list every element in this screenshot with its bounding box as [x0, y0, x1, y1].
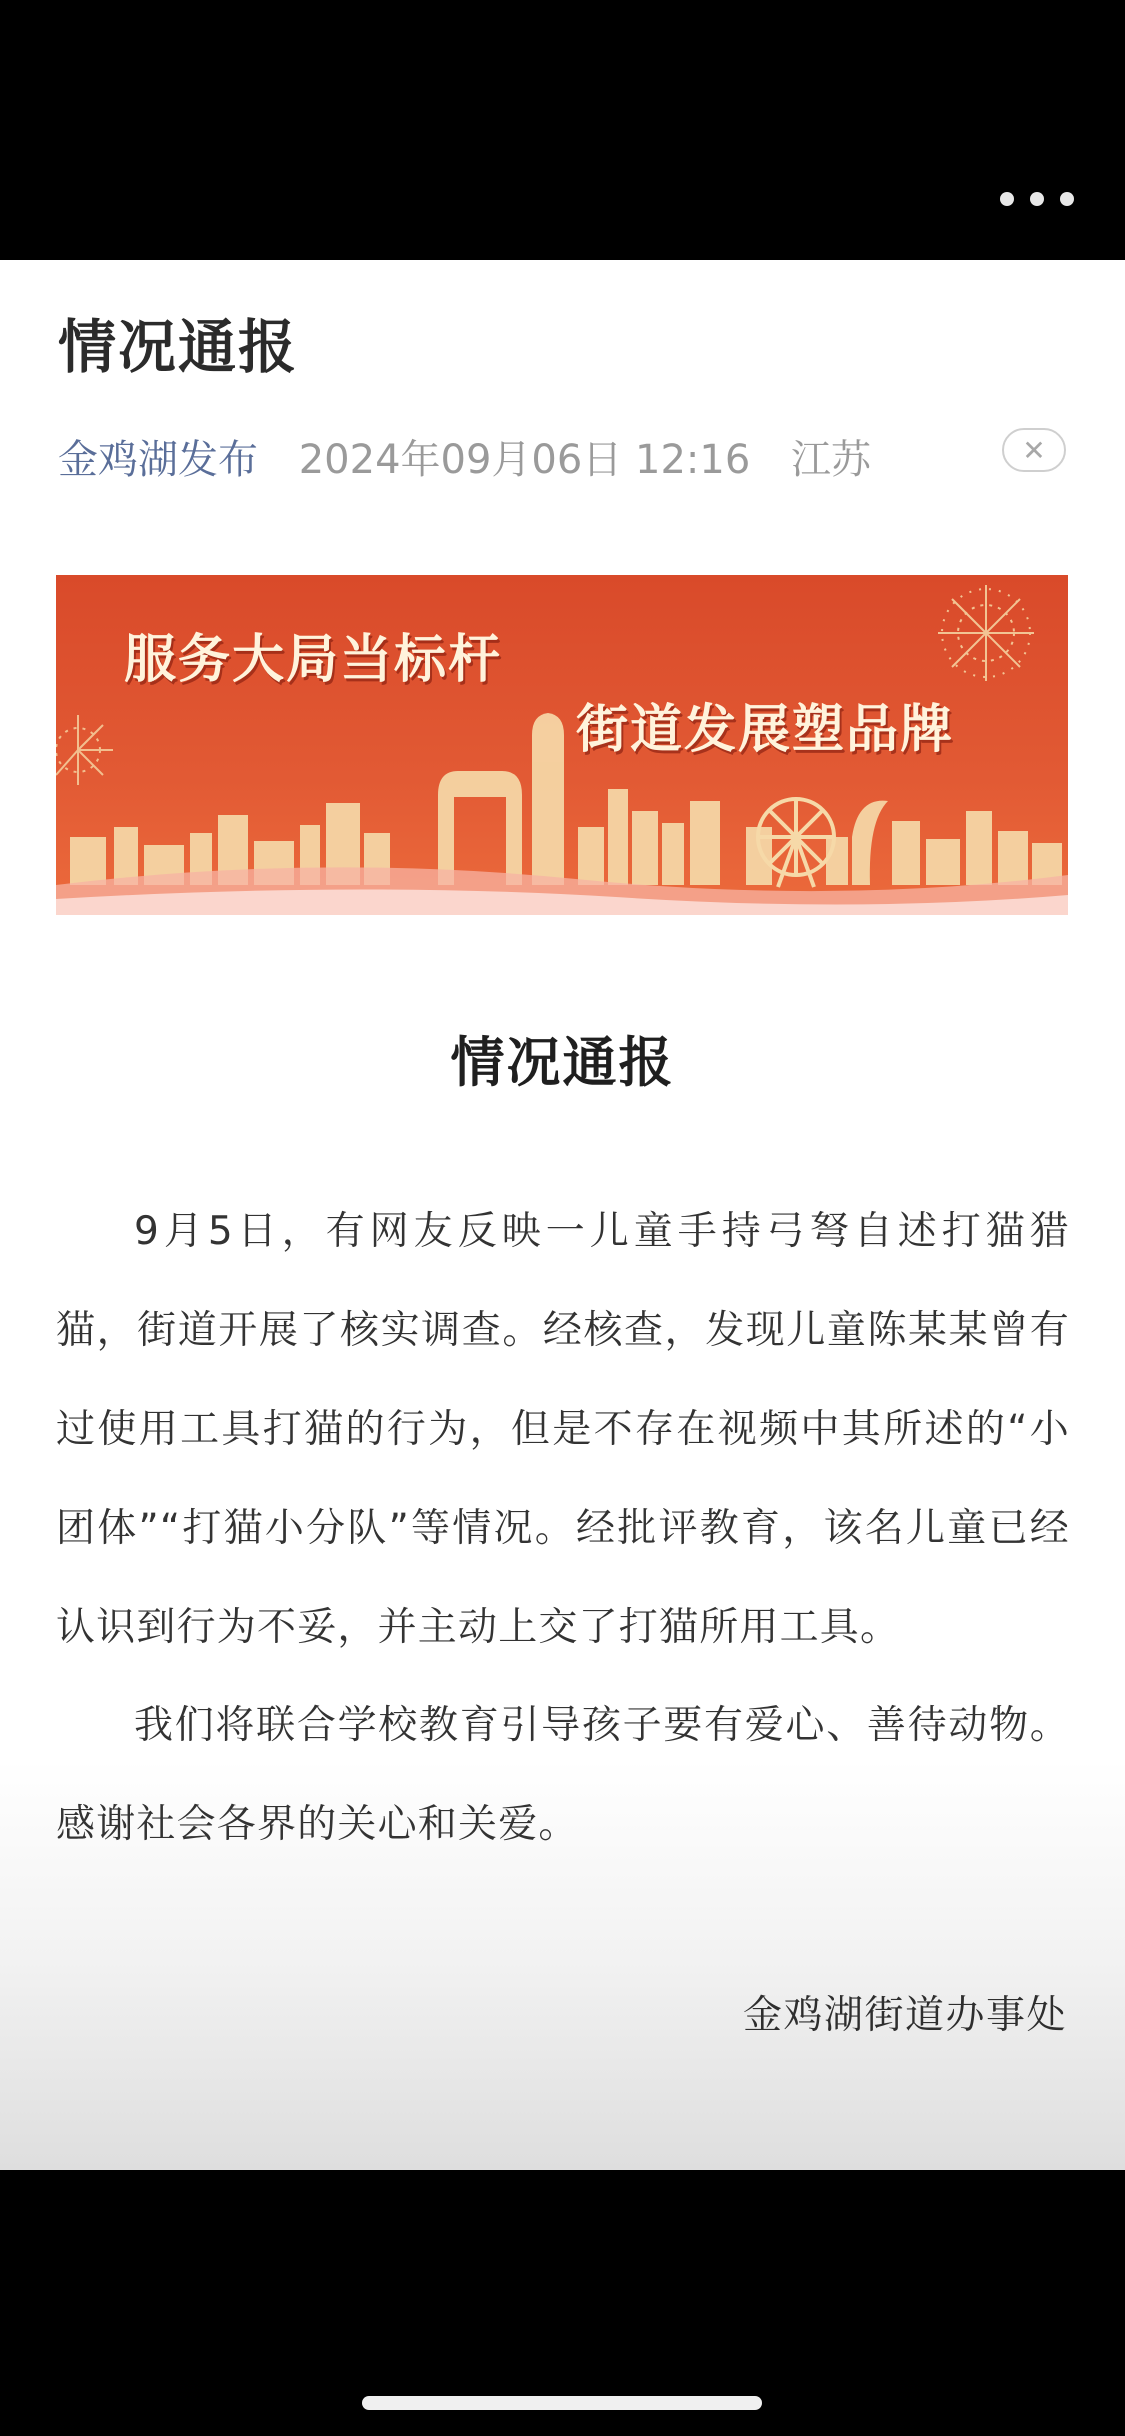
- banner-slogan-2: 街道发展塑品牌: [576, 700, 955, 760]
- more-horizontal-icon: [1060, 192, 1074, 206]
- publish-location: 江苏: [791, 437, 872, 483]
- firework-left: [56, 715, 113, 785]
- notice-paragraph: 9月5日，有网友反映一儿童手持弓弩自述打猫猎猫，街道开展了核实调查。经核查，发现儿童陈某某曾有过使用工具打猫的行为，但是不存在视频中其所述的“小团体”“打猫小分队”等情况。经批评教育，该名儿童已经认识到行为不妥，并主动上交了打猫所用工具。: [56, 1209, 1070, 1650]
- notice-paragraph: 我们将联合学校教育引导孩子要有爱心、善待动物。感谢社会各界的关心和关爱。: [56, 1703, 1070, 1847]
- close-icon: ✕: [1022, 433, 1046, 467]
- source-account-link[interactable]: 金鸡湖发布: [58, 437, 258, 483]
- home-indicator[interactable]: [362, 2396, 762, 2410]
- article-title: 情况通报: [58, 313, 299, 381]
- article-page: [0, 260, 1125, 2170]
- notice-signature: 金鸡湖街道办事处: [742, 1993, 1067, 2038]
- publish-date: 2024年09月06日 12:16: [298, 437, 751, 483]
- firework-right: [938, 585, 1034, 681]
- more-horizontal-icon: [1000, 192, 1014, 206]
- notice-title: 情况通报: [450, 1031, 675, 1094]
- article-meta: [58, 428, 871, 485]
- top-bar: [0, 0, 1125, 260]
- more-options-button[interactable]: [1000, 188, 1090, 210]
- more-horizontal-icon: [1030, 192, 1044, 206]
- header-banner-image: [56, 575, 1068, 915]
- close-button[interactable]: [1002, 428, 1066, 472]
- banner-slogan-1: 服务大局当标杆: [124, 630, 503, 690]
